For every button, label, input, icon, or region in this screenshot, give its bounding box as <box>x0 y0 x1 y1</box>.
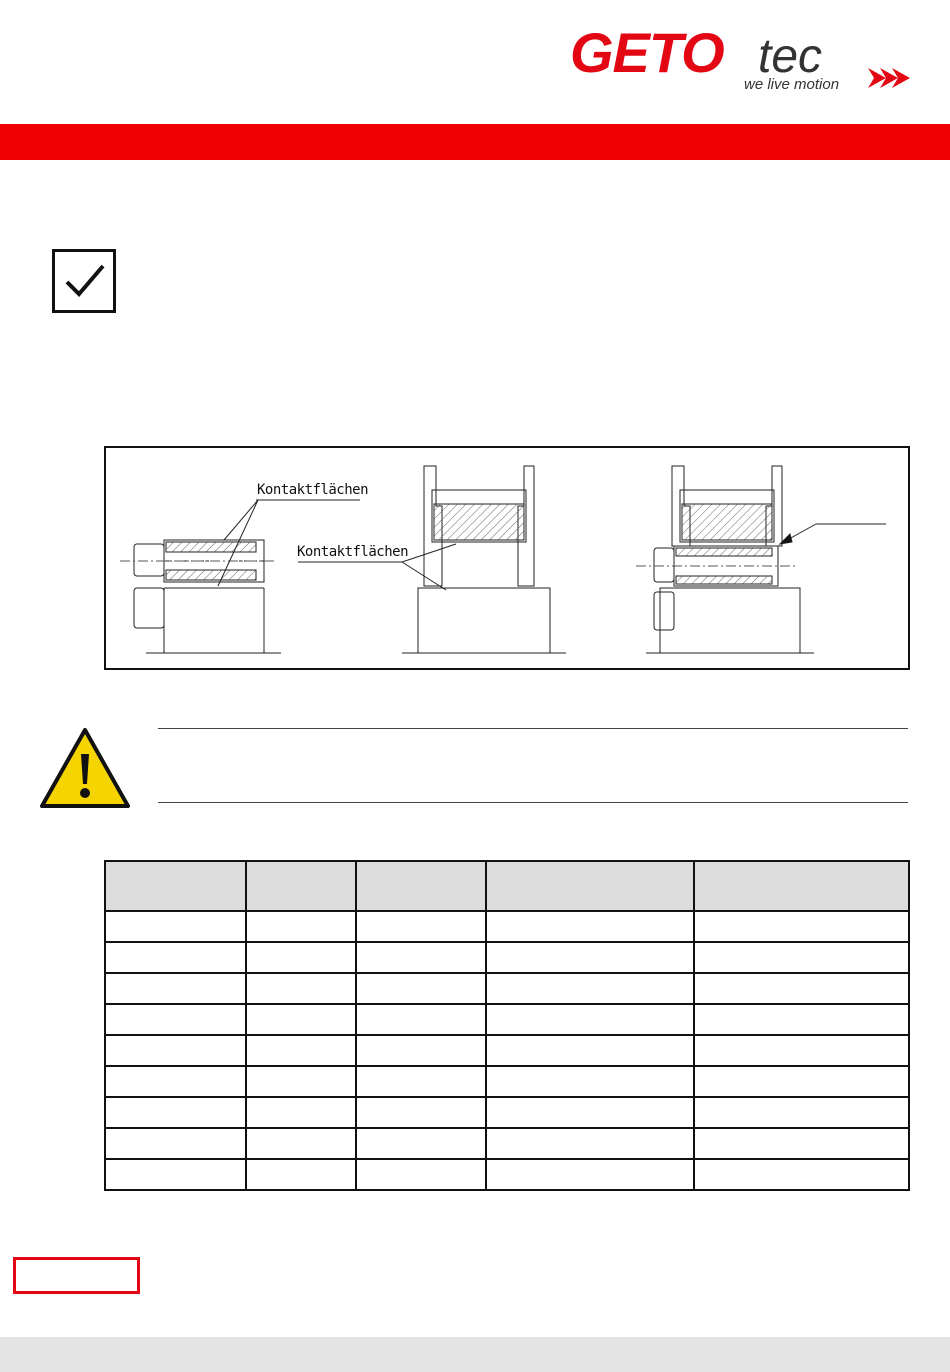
drawing-left-view <box>120 500 360 653</box>
table-row <box>105 1159 909 1190</box>
table-cell <box>246 973 356 1004</box>
table-cell <box>694 1159 909 1190</box>
table-cell <box>486 1097 694 1128</box>
table-header-cell <box>694 861 909 911</box>
table-cell <box>694 942 909 973</box>
table-cell <box>486 1159 694 1190</box>
table-cell <box>694 911 909 942</box>
table-cell <box>356 1066 486 1097</box>
table-header-cell <box>246 861 356 911</box>
table-cell <box>694 1097 909 1128</box>
table-cell <box>356 942 486 973</box>
table-row <box>105 1066 909 1097</box>
table-cell <box>694 1066 909 1097</box>
table-cell <box>356 1004 486 1035</box>
table-header-cell <box>486 861 694 911</box>
svg-text:tec: tec <box>758 30 823 83</box>
table-cell <box>694 1128 909 1159</box>
table-cell <box>105 1066 246 1097</box>
table-cell <box>356 1097 486 1128</box>
table-cell <box>105 1097 246 1128</box>
table-row <box>105 1097 909 1128</box>
table-cell <box>694 1035 909 1066</box>
callout-contact-surfaces-left: Kontaktflächen <box>257 482 369 498</box>
table-cell <box>105 973 246 1004</box>
notice-rule-top <box>158 728 908 729</box>
notice-rule-bottom <box>158 802 908 803</box>
header-band <box>0 124 950 160</box>
table-cell <box>356 1159 486 1190</box>
table-row <box>105 1035 909 1066</box>
table-header-row <box>105 861 909 911</box>
table-cell <box>694 973 909 1004</box>
table-row <box>105 911 909 942</box>
checkmark-icon <box>55 252 113 310</box>
callout-contact-surfaces-middle: Kontaktflächen <box>297 544 409 560</box>
table-cell <box>246 1004 356 1035</box>
table-header-cell <box>105 861 246 911</box>
drawing-right-view <box>636 466 886 653</box>
table-cell <box>694 1004 909 1035</box>
table-cell <box>486 942 694 973</box>
warning-icon <box>38 726 132 812</box>
table-cell <box>246 1035 356 1066</box>
table-row <box>105 973 909 1004</box>
specification-table <box>104 860 910 1191</box>
technical-drawing <box>104 446 910 670</box>
getotec-logo <box>568 20 933 100</box>
table-cell <box>246 1159 356 1190</box>
svg-text:GETO: GETO <box>570 21 724 84</box>
table-cell <box>246 911 356 942</box>
table-cell <box>486 1128 694 1159</box>
table-cell <box>356 1035 486 1066</box>
table-cell <box>356 1128 486 1159</box>
table-cell <box>105 911 246 942</box>
table-cell <box>356 911 486 942</box>
table-cell <box>246 1128 356 1159</box>
table-cell <box>486 973 694 1004</box>
table-cell <box>486 1004 694 1035</box>
table-row <box>105 1128 909 1159</box>
table-row <box>105 1004 909 1035</box>
checkmark-box <box>52 249 116 313</box>
red-label-box <box>13 1257 140 1294</box>
table-cell <box>486 1066 694 1097</box>
table-cell <box>246 1097 356 1128</box>
svg-text:we live motion: we live motion <box>744 76 840 93</box>
table-row <box>105 942 909 973</box>
table-cell <box>486 1035 694 1066</box>
footer-band <box>0 1337 950 1372</box>
table-cell <box>246 1066 356 1097</box>
arrow-chevrons-icon <box>868 68 910 88</box>
table-cell <box>105 1004 246 1035</box>
table-cell <box>105 1035 246 1066</box>
table-header-cell <box>356 861 486 911</box>
table-cell <box>486 911 694 942</box>
table-cell <box>246 942 356 973</box>
table-cell <box>105 942 246 973</box>
table-cell <box>105 1159 246 1190</box>
table-cell <box>356 973 486 1004</box>
table-cell <box>105 1128 246 1159</box>
